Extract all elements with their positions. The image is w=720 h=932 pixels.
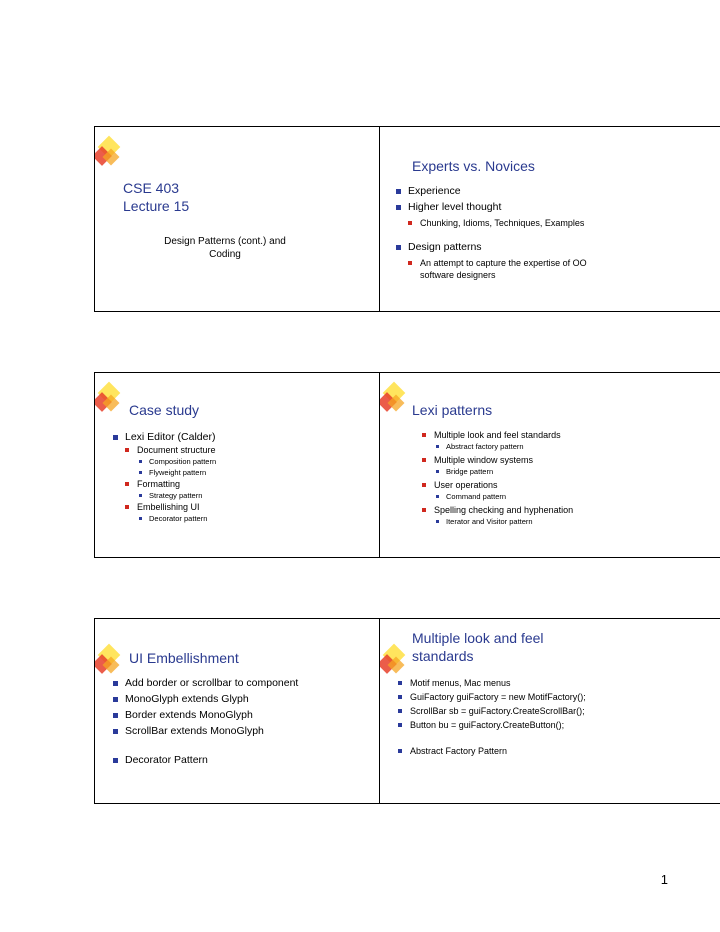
list-item: Abstract Factory Pattern [398, 745, 586, 757]
bullet-icon [422, 458, 426, 462]
list-item: Embellishing UI [113, 501, 216, 513]
list-item: Lexi Editor (Calder) [113, 431, 216, 444]
list-item: Experience [396, 185, 587, 198]
slide-title: Multiple look and feel standards [412, 630, 544, 664]
bullet-icon [398, 723, 402, 727]
bullet-icon [436, 445, 439, 448]
bullet-list [410, 429, 573, 527]
slide-4 [379, 372, 720, 558]
bullet-icon [408, 221, 412, 225]
bullet-icon [113, 435, 118, 440]
slide-title: CSE 403 Lecture 15 [123, 180, 190, 214]
bullet-list [113, 431, 216, 524]
list-item: Multiple window systems [410, 454, 573, 466]
bullet-icon [113, 729, 118, 734]
bullet-icon [396, 205, 401, 210]
slide-subtitle: Design Patterns (cont.) and Coding [164, 236, 286, 260]
slide-2 [379, 126, 720, 312]
bullet-icon [396, 189, 401, 194]
bullet-icon [398, 695, 402, 699]
slide-title: UI Embellishment [129, 650, 239, 666]
list-item: Decorator Pattern [113, 754, 298, 767]
bullet-list [398, 677, 586, 757]
list-item: Higher level thought [396, 201, 587, 214]
list-item: Motif menus, Mac menus [398, 677, 586, 689]
list-item: Iterator and Visitor pattern [410, 516, 573, 527]
bullet-icon [113, 697, 118, 702]
bullet-icon [398, 709, 402, 713]
bullet-icon [436, 470, 439, 473]
slide-decoration [380, 385, 406, 411]
bullet-icon [113, 681, 118, 686]
bullet-icon [408, 261, 412, 265]
list-item: ScrollBar extends MonoGlyph [113, 725, 298, 738]
list-item: Decorator pattern [113, 513, 216, 524]
list-item: ScrollBar sb = guiFactory.CreateScrollBar(); [398, 705, 586, 717]
bullet-icon [398, 681, 402, 685]
list-item: Add border or scrollbar to component [113, 677, 298, 690]
bullet-icon [398, 749, 402, 753]
bullet-icon [125, 448, 129, 452]
bullet-icon [422, 508, 426, 512]
bullet-list [396, 185, 587, 281]
list-item: software designers [420, 270, 496, 280]
list-item: Flyweight pattern [113, 467, 216, 478]
list-item: Formatting [113, 478, 216, 490]
list-item: User operations [410, 479, 573, 491]
bullet-icon [139, 494, 142, 497]
bullet-icon [113, 758, 118, 763]
list-item: Bridge pattern [410, 466, 573, 477]
bullet-icon [125, 505, 129, 509]
bullet-icon [436, 520, 439, 523]
page-number: 1 [660, 872, 668, 887]
slide-decoration [95, 385, 121, 411]
list-item: Composition pattern [113, 456, 216, 467]
bullet-icon [113, 713, 118, 718]
slide-decoration [95, 139, 121, 165]
slide-6 [379, 618, 720, 804]
bullet-icon [139, 471, 142, 474]
list-item: Document structure [113, 444, 216, 456]
list-item: Abstract factory pattern [410, 441, 573, 452]
list-item: GuiFactory guiFactory = new MotifFactory(); [398, 691, 586, 703]
list-item: Command pattern [410, 491, 573, 502]
bullet-icon [422, 483, 426, 487]
list-item: Chunking, Idioms, Techniques, Examples [396, 217, 587, 229]
slide-decoration [380, 647, 406, 673]
slide-title: Experts vs. Novices [412, 158, 535, 174]
bullet-icon [436, 495, 439, 498]
list-item: MonoGlyph extends Glyph [113, 693, 298, 706]
bullet-icon [422, 433, 426, 437]
list-item: An attempt to capture the expertise of OO [396, 257, 587, 269]
bullet-icon [139, 460, 142, 463]
bullet-icon [139, 517, 142, 520]
list-item: Strategy pattern [113, 490, 216, 501]
list-item: Button bu = guiFactory.CreateButton(); [398, 719, 586, 731]
list-item: Border extends MonoGlyph [113, 709, 298, 722]
bullet-icon [396, 245, 401, 250]
list-item: Spelling checking and hyphenation [410, 504, 573, 516]
bullet-list [113, 677, 298, 767]
slide-title: Lexi patterns [412, 402, 493, 418]
slide-title: Case study [129, 402, 200, 418]
list-item: Design patterns [396, 241, 587, 254]
list-item: Multiple look and feel standards [410, 429, 573, 441]
bullet-icon [125, 482, 129, 486]
slide-decoration [95, 647, 121, 673]
